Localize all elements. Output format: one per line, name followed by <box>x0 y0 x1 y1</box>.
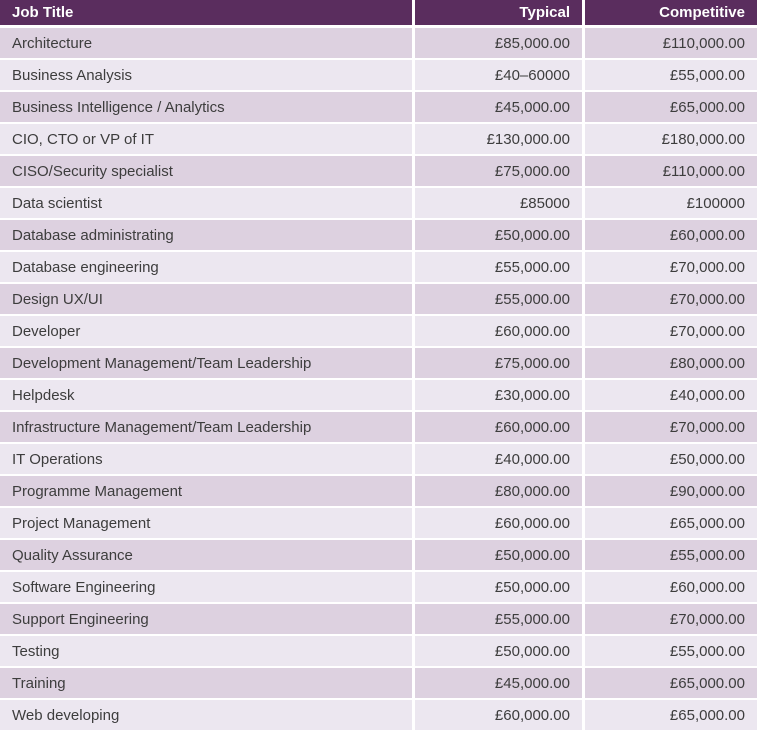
job-title-cell: Programme Management <box>0 476 412 508</box>
column-header-competitive: Competitive <box>582 0 757 28</box>
typical-salary-cell: £55,000.00 <box>412 604 582 636</box>
table-row <box>0 92 757 124</box>
job-title-cell: Infrastructure Management/Team Leadership <box>0 412 412 444</box>
column-header-job-title: Job Title <box>0 0 412 28</box>
competitive-salary-cell: £70,000.00 <box>582 316 757 348</box>
table-row <box>0 412 757 444</box>
typical-salary-cell: £50,000.00 <box>412 636 582 668</box>
typical-salary-cell: £85000 <box>412 188 582 220</box>
job-title-cell: Helpdesk <box>0 380 412 412</box>
job-title-cell: Web developing <box>0 700 412 732</box>
typical-salary-cell: £60,000.00 <box>412 508 582 540</box>
table-row <box>0 508 757 540</box>
competitive-salary-cell: £70,000.00 <box>582 604 757 636</box>
competitive-salary-cell: £55,000.00 <box>582 636 757 668</box>
competitive-salary-cell: £55,000.00 <box>582 540 757 572</box>
job-title-cell: Training <box>0 668 412 700</box>
job-title-cell: CISO/Security specialist <box>0 156 412 188</box>
job-title-cell: Business Analysis <box>0 60 412 92</box>
typical-salary-cell: £30,000.00 <box>412 380 582 412</box>
table-row <box>0 188 757 220</box>
table-row <box>0 156 757 188</box>
table-row <box>0 348 757 380</box>
typical-salary-cell: £75,000.00 <box>412 156 582 188</box>
table-row <box>0 572 757 604</box>
typical-salary-cell: £40,000.00 <box>412 444 582 476</box>
competitive-salary-cell: £60,000.00 <box>582 572 757 604</box>
job-title-cell: Data scientist <box>0 188 412 220</box>
typical-salary-cell: £130,000.00 <box>412 124 582 156</box>
job-title-cell: Testing <box>0 636 412 668</box>
job-title-cell: Design UX/UI <box>0 284 412 316</box>
job-title-cell: Software Engineering <box>0 572 412 604</box>
typical-salary-cell: £60,000.00 <box>412 412 582 444</box>
competitive-salary-cell: £100000 <box>582 188 757 220</box>
table-row <box>0 700 757 732</box>
typical-salary-cell: £50,000.00 <box>412 220 582 252</box>
competitive-salary-cell: £70,000.00 <box>582 284 757 316</box>
competitive-salary-cell: £65,000.00 <box>582 92 757 124</box>
job-title-cell: Project Management <box>0 508 412 540</box>
competitive-salary-cell: £70,000.00 <box>582 412 757 444</box>
table-row <box>0 540 757 572</box>
typical-salary-cell: £50,000.00 <box>412 540 582 572</box>
table-row <box>0 604 757 636</box>
typical-salary-cell: £60,000.00 <box>412 316 582 348</box>
competitive-salary-cell: £60,000.00 <box>582 220 757 252</box>
competitive-salary-cell: £50,000.00 <box>582 444 757 476</box>
typical-salary-cell: £40–60000 <box>412 60 582 92</box>
table-row <box>0 60 757 92</box>
competitive-salary-cell: £70,000.00 <box>582 252 757 284</box>
competitive-salary-cell: £65,000.00 <box>582 700 757 732</box>
competitive-salary-cell: £80,000.00 <box>582 348 757 380</box>
job-title-cell: Business Intelligence / Analytics <box>0 92 412 124</box>
table-row <box>0 316 757 348</box>
typical-salary-cell: £85,000.00 <box>412 28 582 60</box>
job-title-cell: IT Operations <box>0 444 412 476</box>
job-title-cell: Database engineering <box>0 252 412 284</box>
table-row <box>0 636 757 668</box>
typical-salary-cell: £50,000.00 <box>412 572 582 604</box>
table-row <box>0 284 757 316</box>
job-title-cell: Developer <box>0 316 412 348</box>
competitive-salary-cell: £110,000.00 <box>582 28 757 60</box>
competitive-salary-cell: £55,000.00 <box>582 60 757 92</box>
column-header-typical: Typical <box>412 0 582 28</box>
table-row <box>0 124 757 156</box>
table-row <box>0 220 757 252</box>
typical-salary-cell: £45,000.00 <box>412 668 582 700</box>
job-title-cell: Architecture <box>0 28 412 60</box>
typical-salary-cell: £60,000.00 <box>412 700 582 732</box>
table-row <box>0 668 757 700</box>
typical-salary-cell: £55,000.00 <box>412 252 582 284</box>
table-body <box>0 28 757 732</box>
typical-salary-cell: £45,000.00 <box>412 92 582 124</box>
typical-salary-cell: £75,000.00 <box>412 348 582 380</box>
typical-salary-cell: £55,000.00 <box>412 284 582 316</box>
job-title-cell: Development Management/Team Leadership <box>0 348 412 380</box>
competitive-salary-cell: £90,000.00 <box>582 476 757 508</box>
table-row <box>0 380 757 412</box>
competitive-salary-cell: £110,000.00 <box>582 156 757 188</box>
job-title-cell: Quality Assurance <box>0 540 412 572</box>
table-row <box>0 252 757 284</box>
job-title-cell: CIO, CTO or VP of IT <box>0 124 412 156</box>
header-row <box>0 0 757 28</box>
competitive-salary-cell: £180,000.00 <box>582 124 757 156</box>
table-row <box>0 28 757 60</box>
competitive-salary-cell: £65,000.00 <box>582 668 757 700</box>
job-title-cell: Support Engineering <box>0 604 412 636</box>
job-title-cell: Database administrating <box>0 220 412 252</box>
competitive-salary-cell: £65,000.00 <box>582 508 757 540</box>
table-row <box>0 476 757 508</box>
competitive-salary-cell: £40,000.00 <box>582 380 757 412</box>
table-row <box>0 444 757 476</box>
typical-salary-cell: £80,000.00 <box>412 476 582 508</box>
